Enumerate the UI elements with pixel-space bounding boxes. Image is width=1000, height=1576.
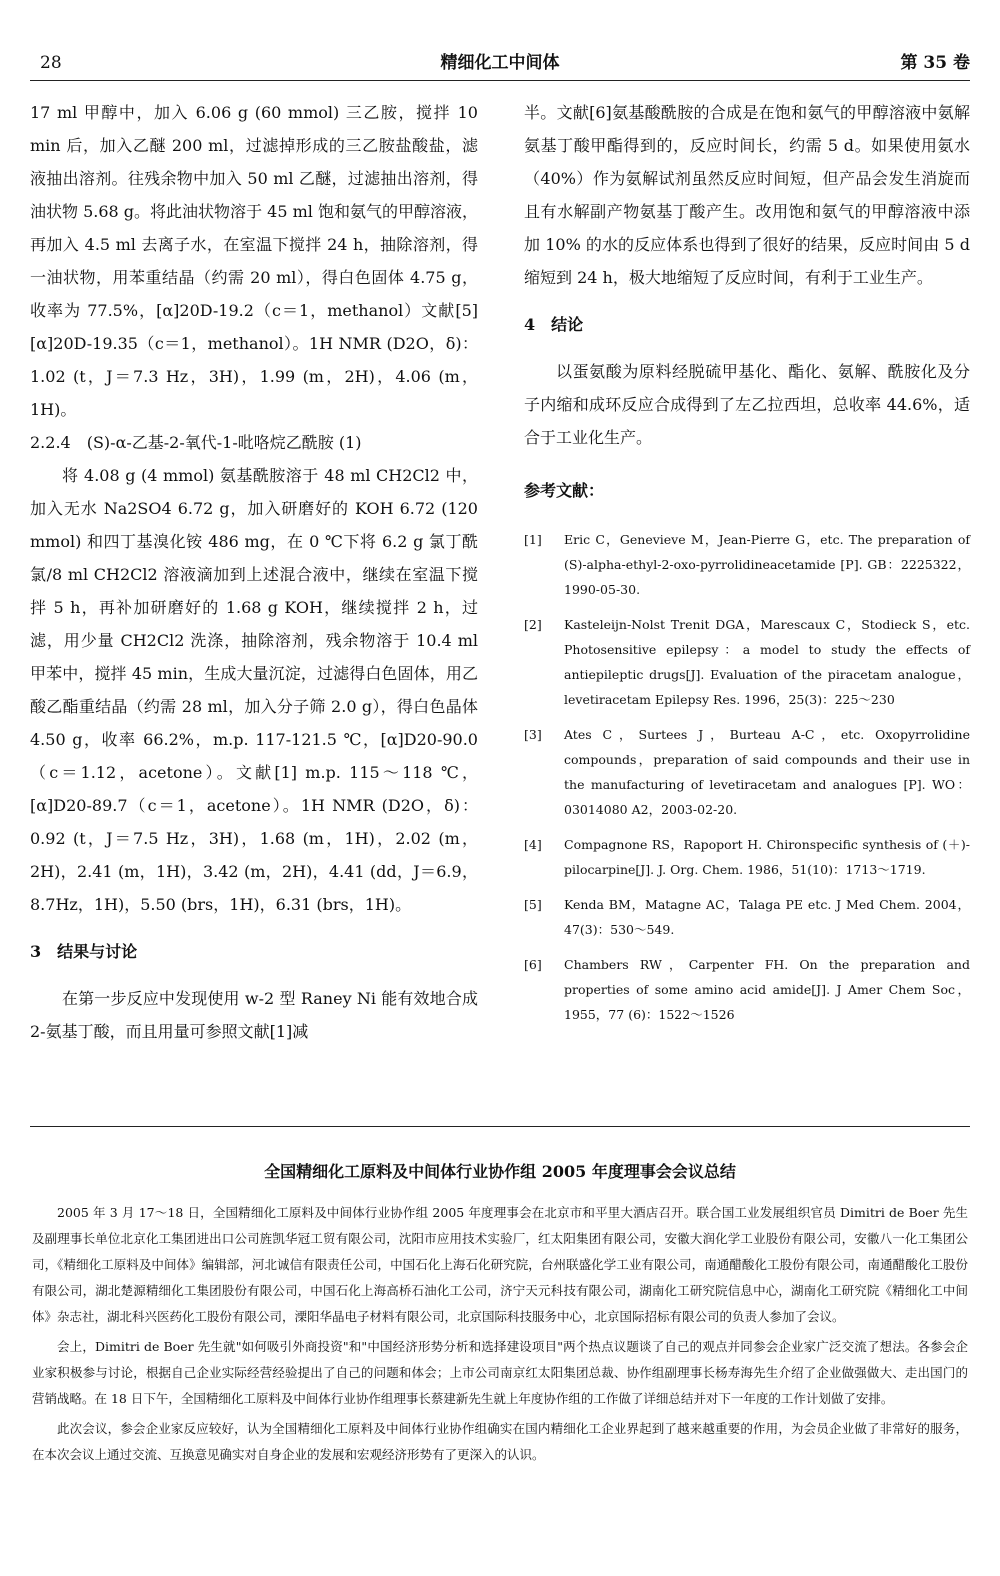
reference-text: Compagnone RS，Rapoport H. Chironspecific synthesis of (＋)-pilocarpine[J]. J. Org. Chem. 1986，51(10)：1713～1719. [564, 837, 970, 877]
left-column [30, 96, 478, 1048]
reference-number: [5] [524, 897, 542, 912]
paragraph: 半。文献[6]氨基酸酰胺的合成是在饱和氨气的甲醇溶液中氨解氨基丁酸甲酯得到的，反应时间长，约需 5 d。如果使用氨水（40%）作为氨解试剂虽然反应时间短，但产品会发生消旋而且有水解副产物氨基丁酸产生。改用饱和氨气的甲醇溶液中添加 10% 的水的反应体系也得到了很好的结果，反应时间由 5 d 缩短到 24 h，极大地缩短了反应时间，有利于工业生产。 [524, 103, 970, 287]
section-divider [30, 1126, 970, 1127]
reference-text: Chambers RW，Carpenter FH. On the preparation and properties of some amino acid amide[J]. J Amer Chem Soc，1955，77 (6)：1522～1526 [564, 957, 970, 1022]
reference-text: Kenda BM，Matagne AC，Talaga PE etc. J Med Chem. 2004，47(3)：530～549. [564, 897, 970, 937]
paragraph: 以蛋氨酸为原料经脱硫甲基化、酯化、氨解、酰胺化及分子内缩和成环反应合成得到了左乙拉西坦，总收率 44.6%，适合于工业化生产。 [524, 362, 970, 447]
reference-text: Kasteleijn-Nolst Trenit DGA，Marescaux C，Stodieck S，etc. Photosensitive epilepsy：a model to study the effects of antiepileptic drugs[J]. Evaluation of the piracetam analogue，levetiracetam Epilepsy Res. 1996，25(3)：225～230 [564, 617, 970, 707]
reference-text: Ates C，Surtees J，Burteau A-C，etc. Oxopyrrolidine compounds，preparation of said compounds and their use in the manufacturing of levetiracetam and analogues [P]. WO：03014080 A2，2003-02-20. [564, 727, 970, 817]
reference-list [524, 527, 970, 1027]
reference-item [524, 722, 970, 822]
news-paragraph: 2005 年 3 月 17～18 日，全国精细化工原料及中间体行业协作组 2005 年度理事会在北京市和平里大酒店召开。联合国工业发展组织官员 Dimitri de Boer 先生及副理事长单位北京化工集团进出口公司旌凯华冠工贸有限公司，沈阳市应用技术实验厂，红太阳集团有限公司，安徽大润化学工业股份有限公司，安徽八一化工集团公司，《精细化工原料及中间体》编辑部，河北诚信有限责任公司，中国石化上海石化研究院，台州联盛化学工业有限公司，南通醋酸化工股份有限公司，南通醋酸化工股份有限公司，湖北楚源精细化工集团股份有限公司，中国石化上海高桥石油化工公司，济宁天元科技有限公司，湖南化工研究院信息中心，湖南化工研究院《精细化工中间体》杂志社，湖北科兴医药化工股份有限公司，溧阳华晶电子材料有限公司，北京国际科技服务中心，北京国际招标有限公司的负责人参加了会议。 [32, 1205, 968, 1324]
news-section [32, 1158, 968, 1472]
reference-item [524, 832, 970, 882]
section-heading-4: 4 结论 [524, 315, 584, 334]
reference-text: Eric C，Genevieve M，Jean-Pierre G，etc. The preparation of (S)-alpha-ethyl-2-oxo-pyrrolidineacetamide [P]. GB：2225322，1990-05-30. [564, 532, 970, 597]
section-heading-2-2-4: 2.2.4 (S)-α-乙基-2-氧代-1-吡咯烷乙酰胺 (1) [30, 433, 362, 452]
page-number: 28 [40, 53, 62, 73]
reference-item [524, 892, 970, 942]
paragraph: 在第一步反应中发现使用 w-2 型 Raney Ni 能有效地合成 2-氨基丁酸，而且用量可参照文献[1]减 [30, 989, 478, 1041]
volume-label: 第 35 卷 [900, 53, 970, 73]
reference-number: [6] [524, 957, 542, 972]
paragraph: 将 4.08 g (4 mmol) 氨基酰胺溶于 48 ml CH2Cl2 中，加入无水 Na2SO4 6.72 g，加入研磨好的 KOH 6.72 (120 mmol) 和四丁基溴化铵 486 mg，在 0 ℃下将 6.2 g 氯丁酰氯/8 ml CH2Cl2 溶液滴加到上述混合液中，继续在室温下搅拌 5 h，再补加研磨好的 1.68 g KOH，继续搅拌 2 h，过滤，用少量 CH2Cl2 洗涤，抽除溶剂，残余物溶于 10.4 ml 甲苯中，搅拌 45 min，生成大量沉淀，过滤得白色固体，用乙酸乙酯重结晶（约需 28 ml，加入分子筛 2.0 g），得白色晶体 4.50 g，收率 66.2%，m.p. 117-121.5 ℃，[α]D20-90.0（c＝1.12，acetone）。文献[1] m.p. 115～118 ℃，[α]D20-89.7（c＝1，acetone）。1H NMR (D2O，δ)：0.92 (t，J＝7.5 Hz，3H)，1.68 (m，1H)，2.02 (m，2H)，2.41 (m，1H)，3.42 (m，2H)，4.41 (dd，J＝6.9，8.7Hz，1H)，5.50 (brs，1H)，6.31 (brs，1H)。 [30, 466, 478, 914]
page-header [0, 48, 1000, 78]
news-title: 全国精细化工原料及中间体行业协作组 2005 年度理事会会议总结 [264, 1162, 736, 1181]
reference-number: [4] [524, 837, 542, 852]
section-heading-3: 3 结果与讨论 [30, 942, 138, 961]
reference-number: [2] [524, 617, 542, 632]
reference-number: [1] [524, 532, 542, 547]
right-column [524, 96, 970, 1037]
paragraph: 17 ml 甲醇中，加入 6.06 g (60 mmol) 三乙胺，搅拌 10 min 后，加入乙醚 200 ml，过滤掉形成的三乙胺盐酸盐，滤液抽出溶剂。往残余物中加入 50 ml 乙醚，过滤抽出溶剂，得油状物 5.68 g。将此油状物溶于 45 ml 饱和氨气的甲醇溶液，再加入 4.5 ml 去离子水，在室温下搅拌 24 h，抽除溶剂，得一油状物，用苯重结晶（约需 20 ml），得白色固体 4.75 g，收率为 77.5%，[α]20D-19.2（c＝1，methanol）文献[5] [α]20D-19.35（c＝1，methanol）。1H NMR (D2O，δ)：1.02 (t，J＝7.3 Hz，3H)，1.99 (m，2H)，4.06 (m，1H)。 [30, 103, 478, 419]
reference-item [524, 527, 970, 602]
reference-number: [3] [524, 727, 542, 742]
header-rule [30, 80, 970, 81]
references-title: 参考文献： [524, 481, 605, 500]
reference-item [524, 952, 970, 1027]
news-paragraph: 会上，Dimitri de Boer 先生就"如何吸引外商投资"和"中国经济形势分析和选择建设项目"两个热点议题谈了自己的观点并同参会企业家广泛交流了想法。各参会企业家积极参与讨论，根据自己企业实际经营经验提出了自己的问题和体会；上市公司南京红太阳集团总裁、协作组副理事长杨寿海先生介绍了企业做强做大、走出国门的营销战略。在 18 日下午，全国精细化工原料及中间体行业协作组理事长蔡建新先生就上年度协作组的工作做了详细总结并对下一年度的工作计划做了安排。 [32, 1339, 968, 1406]
news-paragraph: 此次会议，参会企业家反应较好，认为全国精细化工原料及中间体行业协作组确实在国内精细化工企业界起到了越来越重要的作用，为会员企业做了非常好的服务，在本次会议上通过交流、互换意见确实对自身企业的发展和宏观经济形势有了更深入的认识。 [32, 1421, 968, 1462]
reference-item [524, 612, 970, 712]
journal-title: 精细化工中间体 [440, 53, 560, 73]
